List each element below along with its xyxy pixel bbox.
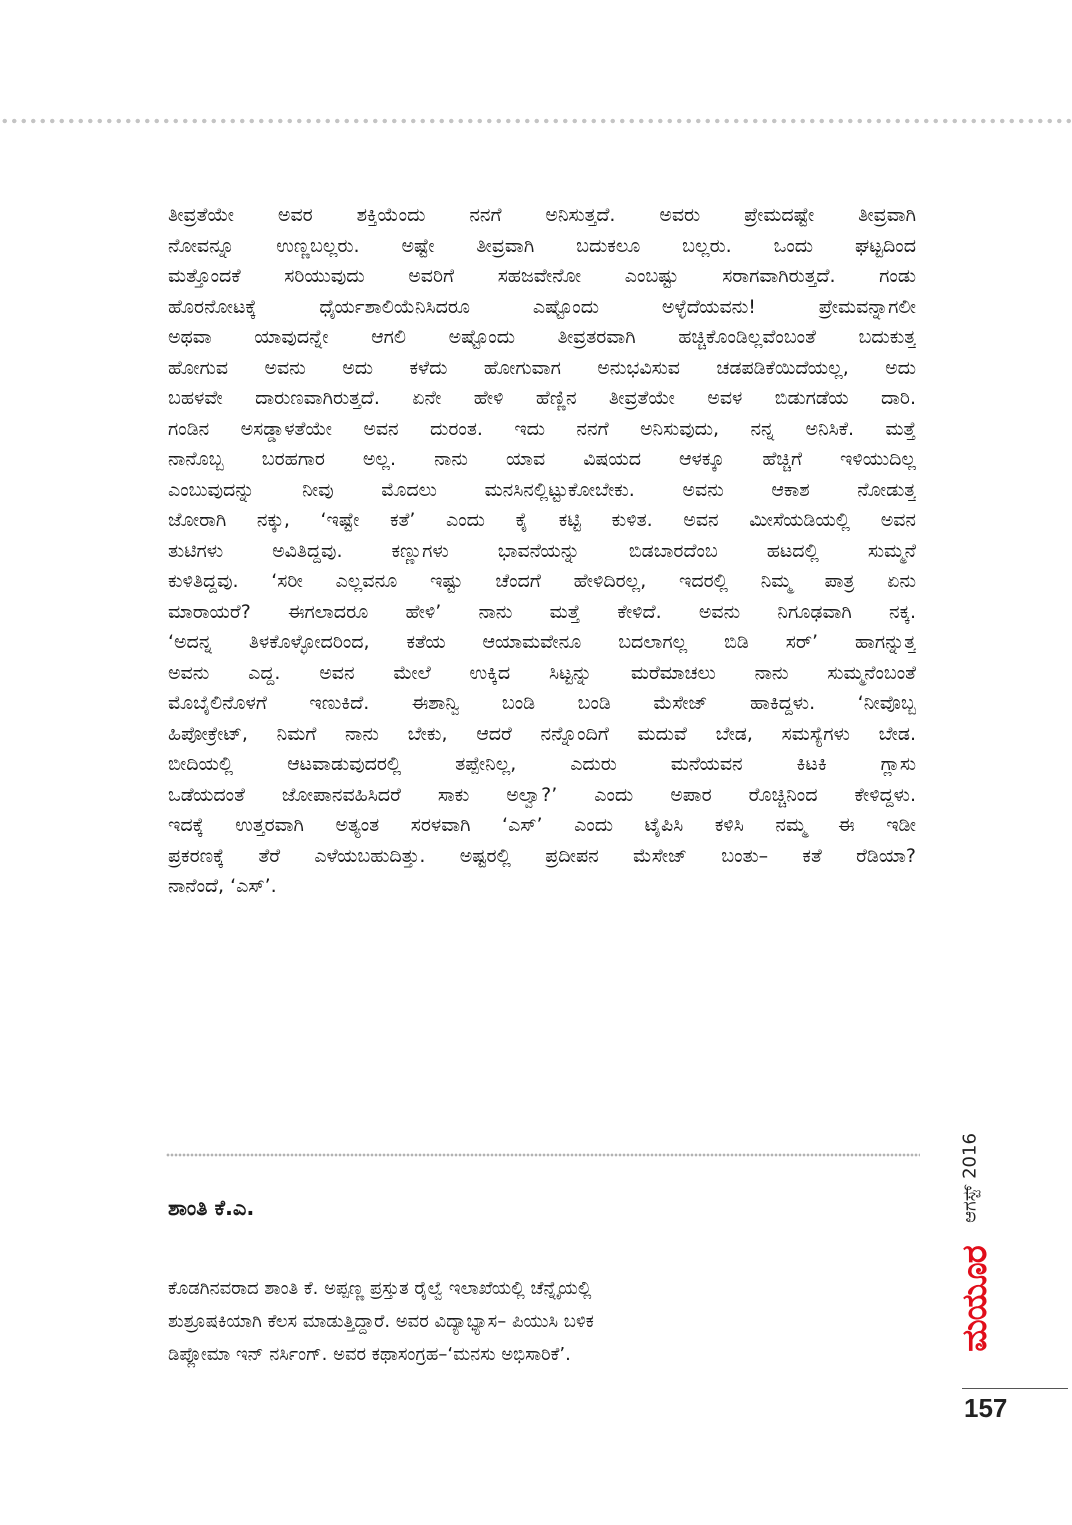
- story-line: ತೀವ್ರತೆಯೇ ಅವರ ಶಕ್ತಿಯೆಂದು ನನಗೆ ಅನಿಸುತ್ತದೆ. ಅವರು ಪ್ರೇಮದಷ್ಟೇ ತೀವ್ರವಾಗಿ: [168, 204, 916, 226]
- author-bio: [168, 1272, 868, 1371]
- bio-line: ಶುಶ್ರೂಷಕಿಯಾಗಿ ಕೆಲಸ ಮಾಡುತ್ತಿದ್ದಾರೆ. ಅವರ ವಿದ್ಯಾಭ್ಯಾಸ– ಪಿಯುಸಿ ಬಳಿಕ: [168, 1311, 594, 1332]
- story-line: ಎಂಬುವುದನ್ನು ನೀವು ಮೊದಲು ಮನಸಿನಲ್ಲಿಟ್ಟುಕೋಬೇಕು. ಅವನು ಆಕಾಶ ನೋಡುತ್ತ: [168, 478, 916, 501]
- story-line: ಹಿಪೋಕ್ರೇಟ್, ನಿಮಗೆ ನಾನು ಬೇಕು, ಆದರೆ ನನ್ನೊಂದಿಗೆ ಮದುವೆ ಬೇಡ, ಸಮಸ್ಯೆಗಳು ಬೇಡ.: [168, 722, 916, 745]
- page-number-rule: [962, 1388, 1068, 1389]
- story-body: [168, 200, 916, 902]
- story-line: ಒಡೆಯದಂತೆ ಜೋಪಾನವಹಿಸಿದರೆ ಸಾಕು ಅಲ್ವಾ?’ ಎಂದು ಅಪಾರ ರೊಚ್ಚಿನಿಂದ ಕೇಳಿದ್ದಳು.: [168, 783, 916, 806]
- story-line: ಕುಳಿತಿದ್ದವು. ‘ಸರೀ ಎಲ್ಲವನೂ ಇಷ್ಟು ಚೆಂದಗೆ ಹೇಳಿದಿರಲ್ಲ, ಇದರಲ್ಲಿ ನಿಮ್ಮ ಪಾತ್ರ ಏನು: [168, 570, 916, 592]
- story-line: ಪ್ರಕರಣಕ್ಕೆ ತೆರೆ ಎಳೆಯಬಹುದಿತ್ತು. ಅಷ್ಟರಲ್ಲಿ ಪ್ರದೀಪನ ಮೆಸೇಜ್ ಬಂತು– ಕತೆ ರೆಡಿಯಾ?: [168, 844, 916, 867]
- magazine-logo-text: ಮಯೂರ: [955, 1246, 995, 1352]
- story-line: ನಾನೆಂದೆ, ‘ಎಸ್’.: [168, 875, 277, 897]
- story-line: ಹೊರನೋಟಕ್ಕೆ ಧೈರ್ಯಶಾಲಿಯೆನಿಸಿದರೂ ಎಷ್ಟೊಂದು ಅಳ್ಳೆದೆಯವನು! ಪ್ರೇಮವನ್ನಾಗಲೀ: [168, 295, 916, 318]
- author-name: ಶಾಂತಿ ಕೆ.ಎ.: [168, 1196, 255, 1220]
- bio-line: ಡಿಪ್ಲೋಮಾ ಇನ್ ನರ್ಸಿಂಗ್. ಅವರ ಕಥಾಸಂಗ್ರಹ–‘ಮನಸು ಅಭಿಸಾರಿಕೆ’.: [168, 1344, 571, 1365]
- story-line: ಮಾರಾಯರೆ? ಈಗಲಾದರೂ ಹೇಳಿ’ ನಾನು ಮತ್ತೆ ಕೇಳಿದೆ. ಅವನು ನಿಗೂಢವಾಗಿ ನಕ್ಕ.: [168, 600, 916, 623]
- magazine-logo: [950, 1240, 1000, 1358]
- section-dotted-divider: [166, 1153, 920, 1157]
- story-line: ಗಂಡಿನ ಅಸಡ್ಡಾಳತೆಯೇ ಅವನ ದುರಂತ. ಇದು ನನಗೆ ಅನಿಸುವುದು, ನನ್ನ ಅನಿಸಿಕೆ. ಮತ್ತೆ: [168, 417, 916, 440]
- bio-line: ಕೊಡಗಿನವರಾದ ಶಾಂತಿ ಕೆ. ಅಪ್ಪಣ್ಣ ಪ್ರಸ್ತುತ ರೈಲ್ವೆ ಇಲಾಖೆಯಲ್ಲಿ ಚೆನ್ನೈಯಲ್ಲಿ: [168, 1278, 592, 1299]
- story-line: ಬಹಳವೇ ದಾರುಣವಾಗಿರುತ್ತದೆ. ಏನೇ ಹೇಳಿ ಹೆಣ್ಣಿನ ತೀವ್ರತೆಯೇ ಅವಳ ಬಿಡುಗಡೆಯ ದಾರಿ.: [168, 387, 916, 409]
- story-line: ಇದಕ್ಕೆ ಉತ್ತರವಾಗಿ ಅತ್ಯಂತ ಸರಳವಾಗಿ ‘ಎಸ್’ ಎಂದು ಟೈಪಿಸಿ ಕಳಿಸಿ ನಮ್ಮ ಈ ಇಡೀ: [168, 814, 916, 836]
- story-line: ಜೋರಾಗಿ ನಕ್ಕು, ‘ಇಷ್ಟೇ ಕತೆ’ ಎಂದು ಕೈ ಕಟ್ಟಿ ಕುಳಿತ. ಅವನ ಮೀಸೆಯಡಿಯಲ್ಲಿ ಅವನ: [168, 509, 916, 531]
- story-line: ಹೋಗುವ ಅವನು ಅದು ಕಳೆದು ಹೋಗುವಾಗ ಅನುಭವಿಸುವ ಚಡಪಡಿಕೆಯಿದೆಯಲ್ಲ, ಅದು: [168, 356, 916, 379]
- issue-date: [940, 1128, 1000, 1228]
- story-line: ಅವನು ಎದ್ದ. ಅವನ ಮೇಲೆ ಉಕ್ಕಿದ ಸಿಟ್ಟನ್ನು ಮರೆಮಾಚಲು ನಾನು ಸುಮ್ಮನೆಂಬಂತೆ: [168, 661, 916, 684]
- story-line: ನೋವನ್ನೂ ಉಣ್ಣಬಲ್ಲರು. ಅಷ್ಟೇ ತೀವ್ರವಾಗಿ ಬದುಕಲೂ ಬಲ್ಲರು. ಒಂದು ಘಟ್ಟದಿಂದ: [168, 234, 916, 257]
- story-line: ತುಟಿಗಳು ಅವಿತಿದ್ದವು. ಕಣ್ಣುಗಳು ಭಾವನೆಯನ್ನು ಬಿಡಬಾರದೆಂಬ ಹಟದಲ್ಲಿ ಸುಮ್ಮನೆ: [168, 539, 916, 562]
- page-number: 157: [964, 1393, 1008, 1423]
- story-line: ಅಥವಾ ಯಾವುದನ್ನೇ ಆಗಲಿ ಅಷ್ಟೊಂದು ತೀವ್ರತರವಾಗಿ ಹಚ್ಚಿಕೊಂಡಿಲ್ಲವೆಂಬಂತೆ ಬದುಕುತ್ತ: [168, 326, 916, 348]
- story-line: ‘ಅದನ್ನ ತಿಳಕೊಳ್ಳೋದರಿಂದ, ಕತೆಯ ಆಯಾಮವೇನೂ ಬದಲಾಗಲ್ಲ ಬಿಡಿ ಸರ್’ ಹಾಗನ್ನುತ್ತ: [168, 631, 916, 653]
- story-line: ಮತ್ತೊಂದಕೆ ಸರಿಯುವುದು ಅವರಿಗೆ ಸಹಜವೇನೋ ಎಂಬಷ್ಟು ಸರಾಗವಾಗಿರುತ್ತದೆ. ಗಂಡು: [168, 265, 916, 287]
- story-line: ಮೊಬೈಲಿನೊಳಗೆ ಇಣುಕಿದೆ. ಈಶಾನ್ವಿ ಬಂಡಿ ಬಂಡಿ ಮೆಸೇಜ್ ಹಾಕಿದ್ದಳು. ‘ನೀವೊಬ್ಬ: [168, 692, 916, 714]
- story-line: ನಾನೊಬ್ಬ ಬರಹಗಾರ ಅಲ್ಲ. ನಾನು ಯಾವ ವಿಷಯದ ಆಳಕ್ಕೂ ಹೆಚ್ಚಿಗೆ ಇಳಿಯುದಿಲ್ಲ: [168, 448, 916, 470]
- top-dotted-rule: [0, 118, 1072, 124]
- story-line: ಬೀದಿಯಲ್ಲಿ ಆಟವಾಡುವುದರಲ್ಲಿ ತಪ್ಪೇನಿಲ್ಲ, ಎದುರು ಮನೆಯವನ ಕಿಟಕಿ ಗ್ಲಾಸು: [168, 753, 916, 775]
- issue-date-text: ಆಗಸ್ಟ್ 2016: [959, 1133, 981, 1223]
